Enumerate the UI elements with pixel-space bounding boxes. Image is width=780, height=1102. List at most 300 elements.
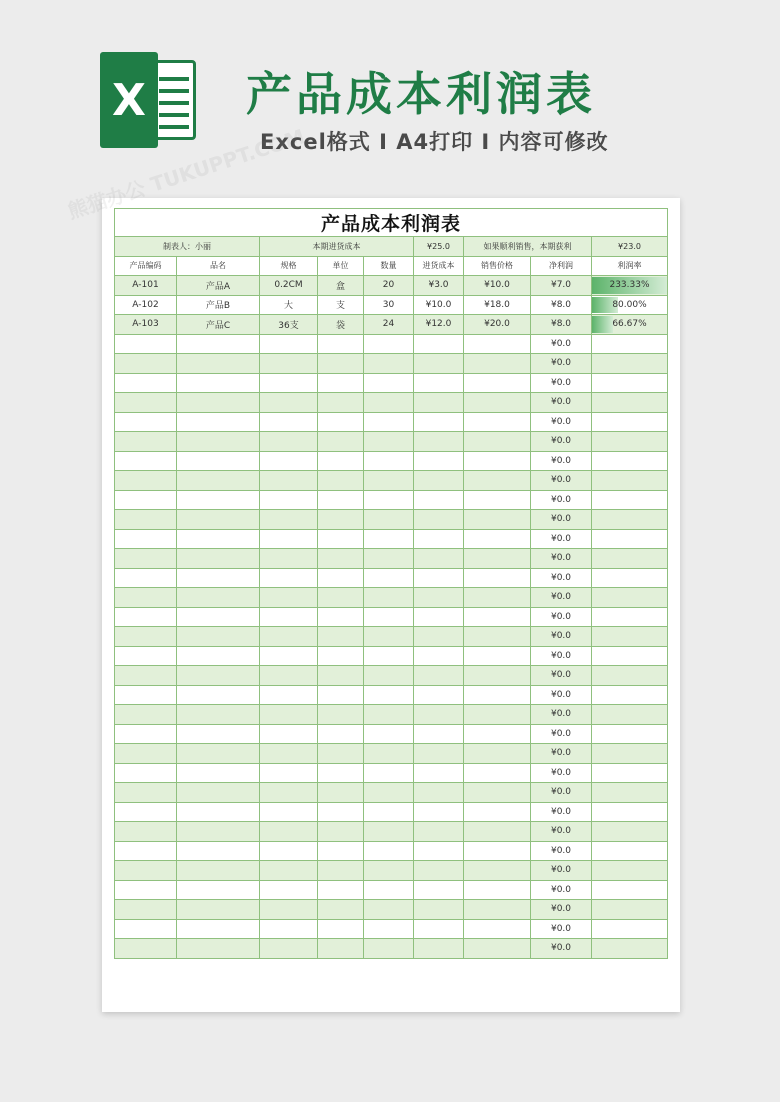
empty-cell[interactable] [464,529,531,549]
empty-cell[interactable] [414,939,464,959]
cell-name[interactable]: 产品A [177,276,260,296]
empty-cell[interactable] [260,763,318,783]
cost-value-cell[interactable]: ¥25.0 [414,237,464,257]
empty-cell[interactable] [177,705,260,725]
empty-cell[interactable] [318,490,364,510]
empty-cell[interactable] [592,393,668,413]
empty-cell[interactable] [592,529,668,549]
empty-cell[interactable] [414,607,464,627]
empty-cell[interactable] [464,763,531,783]
empty-cell[interactable] [592,354,668,374]
empty-cell[interactable] [115,588,177,608]
empty-cell[interactable] [318,939,364,959]
empty-cell[interactable] [414,666,464,686]
empty-cell[interactable] [318,471,364,491]
header-cell[interactable]: 进货成本 [414,256,464,276]
cell-qty[interactable]: 24 [364,315,414,335]
cell-profit[interactable]: ¥0.0 [531,880,592,900]
empty-cell[interactable] [115,724,177,744]
empty-cell[interactable] [364,529,414,549]
empty-cell[interactable] [464,685,531,705]
empty-cell[interactable] [364,451,414,471]
empty-cell[interactable] [464,393,531,413]
empty-cell[interactable] [260,549,318,569]
empty-cell[interactable] [364,627,414,647]
empty-cell[interactable] [318,783,364,803]
cell-unit[interactable]: 盒 [318,276,364,296]
empty-cell[interactable] [115,763,177,783]
empty-cell[interactable] [177,666,260,686]
empty-cell[interactable] [115,627,177,647]
empty-cell[interactable] [177,861,260,881]
cell-profit[interactable]: ¥0.0 [531,354,592,374]
empty-cell[interactable] [414,861,464,881]
empty-cell[interactable] [260,334,318,354]
empty-cell[interactable] [115,685,177,705]
cell-cost[interactable]: ¥3.0 [414,276,464,296]
empty-cell[interactable] [177,471,260,491]
empty-cell[interactable] [592,607,668,627]
empty-cell[interactable] [592,861,668,881]
cell-profit[interactable]: ¥0.0 [531,685,592,705]
empty-cell[interactable] [177,802,260,822]
cell-profit[interactable]: ¥0.0 [531,646,592,666]
empty-cell[interactable] [464,412,531,432]
empty-cell[interactable] [115,607,177,627]
empty-cell[interactable] [260,373,318,393]
empty-cell[interactable] [414,724,464,744]
cell-unit[interactable]: 支 [318,295,364,315]
empty-cell[interactable] [592,373,668,393]
empty-cell[interactable] [318,568,364,588]
empty-cell[interactable] [318,373,364,393]
empty-cell[interactable] [177,939,260,959]
empty-cell[interactable] [464,471,531,491]
empty-cell[interactable] [115,705,177,725]
empty-cell[interactable] [177,334,260,354]
empty-cell[interactable] [364,607,414,627]
empty-cell[interactable] [177,510,260,530]
empty-cell[interactable] [115,802,177,822]
empty-cell[interactable] [318,861,364,881]
empty-cell[interactable] [318,724,364,744]
empty-cell[interactable] [260,861,318,881]
cell-price[interactable]: ¥18.0 [464,295,531,315]
empty-cell[interactable] [318,627,364,647]
empty-cell[interactable] [464,588,531,608]
empty-cell[interactable] [592,900,668,920]
empty-cell[interactable] [177,393,260,413]
empty-cell[interactable] [414,685,464,705]
empty-cell[interactable] [115,373,177,393]
cell-spec[interactable]: 36支 [260,315,318,335]
empty-cell[interactable] [364,334,414,354]
empty-cell[interactable] [464,919,531,939]
empty-cell[interactable] [414,432,464,452]
empty-cell[interactable] [464,666,531,686]
cell-code[interactable]: A-103 [115,315,177,335]
cell-profit[interactable]: ¥0.0 [531,822,592,842]
empty-cell[interactable] [177,627,260,647]
empty-cell[interactable] [177,822,260,842]
empty-cell[interactable] [177,763,260,783]
empty-cell[interactable] [260,412,318,432]
empty-cell[interactable] [260,705,318,725]
empty-cell[interactable] [260,783,318,803]
empty-cell[interactable] [260,724,318,744]
empty-cell[interactable] [592,939,668,959]
empty-cell[interactable] [318,354,364,374]
empty-cell[interactable] [464,802,531,822]
empty-cell[interactable] [177,588,260,608]
empty-cell[interactable] [115,822,177,842]
empty-cell[interactable] [592,627,668,647]
cell-profit[interactable]: ¥0.0 [531,588,592,608]
empty-cell[interactable] [177,783,260,803]
cell-profit[interactable]: ¥7.0 [531,276,592,296]
empty-cell[interactable] [364,880,414,900]
empty-cell[interactable] [592,412,668,432]
empty-cell[interactable] [464,549,531,569]
cell-profit[interactable]: ¥0.0 [531,471,592,491]
empty-cell[interactable] [177,744,260,764]
cell-profit[interactable]: ¥0.0 [531,705,592,725]
empty-cell[interactable] [364,919,414,939]
empty-cell[interactable] [464,373,531,393]
empty-cell[interactable] [592,549,668,569]
empty-cell[interactable] [177,529,260,549]
empty-cell[interactable] [592,490,668,510]
empty-cell[interactable] [364,900,414,920]
empty-cell[interactable] [115,451,177,471]
empty-cell[interactable] [318,393,364,413]
empty-cell[interactable] [364,822,414,842]
empty-cell[interactable] [177,373,260,393]
empty-cell[interactable] [464,900,531,920]
header-cell[interactable]: 销售价格 [464,256,531,276]
cell-code[interactable]: A-101 [115,276,177,296]
empty-cell[interactable] [414,822,464,842]
empty-cell[interactable] [260,490,318,510]
empty-cell[interactable] [592,646,668,666]
empty-cell[interactable] [318,451,364,471]
empty-cell[interactable] [177,880,260,900]
empty-cell[interactable] [592,568,668,588]
empty-cell[interactable] [318,685,364,705]
empty-cell[interactable] [414,334,464,354]
empty-cell[interactable] [115,510,177,530]
empty-cell[interactable] [364,646,414,666]
empty-cell[interactable] [318,529,364,549]
empty-cell[interactable] [177,646,260,666]
cell-profit[interactable]: ¥0.0 [531,529,592,549]
cell-profit[interactable]: ¥0.0 [531,412,592,432]
empty-cell[interactable] [115,393,177,413]
empty-cell[interactable] [260,841,318,861]
empty-cell[interactable] [260,529,318,549]
empty-cell[interactable] [260,627,318,647]
empty-cell[interactable] [414,373,464,393]
empty-cell[interactable] [260,588,318,608]
empty-cell[interactable] [414,900,464,920]
empty-cell[interactable] [364,861,414,881]
empty-cell[interactable] [464,783,531,803]
cell-name[interactable]: 产品C [177,315,260,335]
empty-cell[interactable] [592,432,668,452]
cell-profit[interactable]: ¥8.0 [531,315,592,335]
cell-profit[interactable]: ¥0.0 [531,549,592,569]
empty-cell[interactable] [414,412,464,432]
empty-cell[interactable] [260,432,318,452]
empty-cell[interactable] [464,510,531,530]
empty-cell[interactable] [177,724,260,744]
empty-cell[interactable] [364,939,414,959]
cell-rate[interactable] [592,276,668,296]
empty-cell[interactable] [115,568,177,588]
empty-cell[interactable] [364,432,414,452]
empty-cell[interactable] [260,510,318,530]
empty-cell[interactable] [464,724,531,744]
empty-cell[interactable] [592,763,668,783]
empty-cell[interactable] [414,783,464,803]
empty-cell[interactable] [592,334,668,354]
cell-profit[interactable]: ¥0.0 [531,861,592,881]
empty-cell[interactable] [115,471,177,491]
empty-cell[interactable] [318,412,364,432]
cell-profit[interactable]: ¥0.0 [531,510,592,530]
empty-cell[interactable] [260,880,318,900]
sheet-title[interactable]: 产品成本利润表 [115,209,668,237]
empty-cell[interactable] [414,744,464,764]
empty-cell[interactable] [364,666,414,686]
empty-cell[interactable] [364,490,414,510]
empty-cell[interactable] [364,802,414,822]
empty-cell[interactable] [414,880,464,900]
empty-cell[interactable] [464,627,531,647]
empty-cell[interactable] [115,919,177,939]
empty-cell[interactable] [115,939,177,959]
empty-cell[interactable] [260,744,318,764]
maker-cell[interactable]: 制表人：小丽 [115,237,260,257]
cell-profit[interactable]: ¥8.0 [531,295,592,315]
empty-cell[interactable] [364,763,414,783]
profit-value-cell[interactable]: ¥23.0 [592,237,668,257]
empty-cell[interactable] [260,802,318,822]
empty-cell[interactable] [318,666,364,686]
cell-cost[interactable]: ¥10.0 [414,295,464,315]
empty-cell[interactable] [177,900,260,920]
empty-cell[interactable] [364,510,414,530]
cell-profit[interactable]: ¥0.0 [531,763,592,783]
empty-cell[interactable] [177,919,260,939]
empty-cell[interactable] [115,646,177,666]
header-cell[interactable]: 品名 [177,256,260,276]
empty-cell[interactable] [318,334,364,354]
empty-cell[interactable] [592,841,668,861]
empty-cell[interactable] [464,841,531,861]
empty-cell[interactable] [177,568,260,588]
empty-cell[interactable] [318,607,364,627]
empty-cell[interactable] [115,841,177,861]
cell-profit[interactable]: ¥0.0 [531,724,592,744]
header-cell[interactable]: 净利润 [531,256,592,276]
empty-cell[interactable] [318,763,364,783]
cell-profit[interactable]: ¥0.0 [531,744,592,764]
empty-cell[interactable] [592,783,668,803]
empty-cell[interactable] [364,724,414,744]
empty-cell[interactable] [364,841,414,861]
empty-cell[interactable] [464,939,531,959]
empty-cell[interactable] [177,490,260,510]
cell-price[interactable]: ¥10.0 [464,276,531,296]
empty-cell[interactable] [177,607,260,627]
cell-rate[interactable] [592,315,668,335]
empty-cell[interactable] [115,744,177,764]
empty-cell[interactable] [260,354,318,374]
cell-rate[interactable] [592,295,668,315]
empty-cell[interactable] [177,412,260,432]
empty-cell[interactable] [260,939,318,959]
empty-cell[interactable] [364,471,414,491]
empty-cell[interactable] [260,393,318,413]
empty-cell[interactable] [464,646,531,666]
empty-cell[interactable] [592,666,668,686]
empty-cell[interactable] [414,705,464,725]
empty-cell[interactable] [592,724,668,744]
empty-cell[interactable] [115,666,177,686]
empty-cell[interactable] [260,919,318,939]
cell-profit[interactable]: ¥0.0 [531,783,592,803]
empty-cell[interactable] [414,393,464,413]
empty-cell[interactable] [592,802,668,822]
cell-profit[interactable]: ¥0.0 [531,393,592,413]
header-cell[interactable]: 产品编码 [115,256,177,276]
empty-cell[interactable] [592,451,668,471]
empty-cell[interactable] [260,568,318,588]
empty-cell[interactable] [364,393,414,413]
empty-cell[interactable] [414,646,464,666]
empty-cell[interactable] [592,705,668,725]
empty-cell[interactable] [115,334,177,354]
empty-cell[interactable] [592,880,668,900]
cell-profit[interactable]: ¥0.0 [531,432,592,452]
empty-cell[interactable] [364,373,414,393]
empty-cell[interactable] [318,432,364,452]
empty-cell[interactable] [414,549,464,569]
empty-cell[interactable] [364,568,414,588]
empty-cell[interactable] [464,568,531,588]
empty-cell[interactable] [177,432,260,452]
cell-profit[interactable]: ¥0.0 [531,568,592,588]
cell-qty[interactable]: 20 [364,276,414,296]
empty-cell[interactable] [414,490,464,510]
empty-cell[interactable] [414,510,464,530]
cell-profit[interactable]: ¥0.0 [531,334,592,354]
empty-cell[interactable] [414,529,464,549]
empty-cell[interactable] [177,354,260,374]
empty-cell[interactable] [318,880,364,900]
empty-cell[interactable] [464,451,531,471]
empty-cell[interactable] [592,919,668,939]
cell-profit[interactable]: ¥0.0 [531,666,592,686]
cell-qty[interactable]: 30 [364,295,414,315]
empty-cell[interactable] [464,607,531,627]
empty-cell[interactable] [260,471,318,491]
empty-cell[interactable] [464,861,531,881]
empty-cell[interactable] [592,685,668,705]
empty-cell[interactable] [414,451,464,471]
empty-cell[interactable] [464,880,531,900]
empty-cell[interactable] [414,802,464,822]
cell-name[interactable]: 产品B [177,295,260,315]
empty-cell[interactable] [464,354,531,374]
empty-cell[interactable] [592,510,668,530]
empty-cell[interactable] [318,510,364,530]
empty-cell[interactable] [464,744,531,764]
empty-cell[interactable] [318,646,364,666]
cell-profit[interactable]: ¥0.0 [531,900,592,920]
cell-profit[interactable]: ¥0.0 [531,607,592,627]
empty-cell[interactable] [364,354,414,374]
empty-cell[interactable] [414,471,464,491]
empty-cell[interactable] [464,822,531,842]
cost-label-cell[interactable]: 本期进货成本 [260,237,414,257]
empty-cell[interactable] [364,549,414,569]
empty-cell[interactable] [115,783,177,803]
empty-cell[interactable] [414,919,464,939]
empty-cell[interactable] [414,588,464,608]
empty-cell[interactable] [260,607,318,627]
empty-cell[interactable] [414,841,464,861]
empty-cell[interactable] [364,685,414,705]
header-cell[interactable]: 规格 [260,256,318,276]
empty-cell[interactable] [414,763,464,783]
cell-profit[interactable]: ¥0.0 [531,451,592,471]
empty-cell[interactable] [364,744,414,764]
cell-spec[interactable]: 0.2CM [260,276,318,296]
empty-cell[interactable] [364,412,414,432]
empty-cell[interactable] [318,549,364,569]
empty-cell[interactable] [115,529,177,549]
empty-cell[interactable] [115,490,177,510]
empty-cell[interactable] [364,783,414,803]
cell-profit[interactable]: ¥0.0 [531,627,592,647]
empty-cell[interactable] [318,841,364,861]
empty-cell[interactable] [464,432,531,452]
empty-cell[interactable] [592,822,668,842]
empty-cell[interactable] [318,919,364,939]
empty-cell[interactable] [464,705,531,725]
empty-cell[interactable] [318,900,364,920]
empty-cell[interactable] [260,822,318,842]
empty-cell[interactable] [115,549,177,569]
cell-price[interactable]: ¥20.0 [464,315,531,335]
empty-cell[interactable] [260,646,318,666]
empty-cell[interactable] [318,822,364,842]
empty-cell[interactable] [177,451,260,471]
cell-unit[interactable]: 袋 [318,315,364,335]
empty-cell[interactable] [177,685,260,705]
cell-cost[interactable]: ¥12.0 [414,315,464,335]
empty-cell[interactable] [177,549,260,569]
cell-profit[interactable]: ¥0.0 [531,939,592,959]
empty-cell[interactable] [364,705,414,725]
profit-label-cell[interactable]: 如果顺利销售，本期获利 [464,237,592,257]
header-cell[interactable]: 单位 [318,256,364,276]
empty-cell[interactable] [592,588,668,608]
empty-cell[interactable] [260,451,318,471]
empty-cell[interactable] [115,432,177,452]
